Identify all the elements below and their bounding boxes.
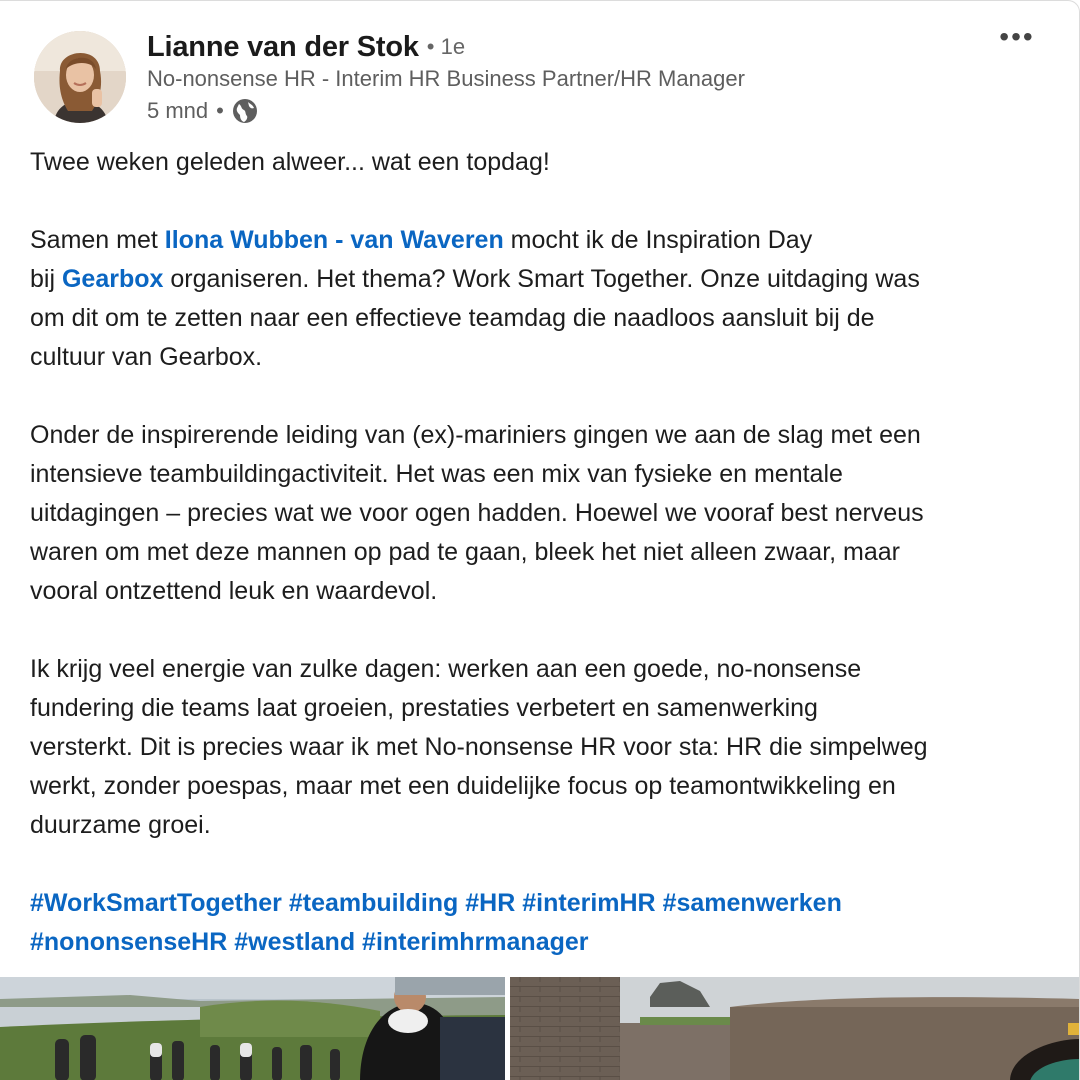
meta-separator: •: [216, 98, 224, 123]
post-photo-fortress[interactable]: [510, 977, 1080, 1080]
author-name[interactable]: Lianne van der Stok: [147, 30, 419, 63]
globe-icon: [232, 98, 258, 124]
hashtag-link[interactable]: #HR: [465, 889, 516, 917]
connection-degree: • 1e: [426, 34, 466, 59]
paragraph-line: Onder de inspirerende leiding van (ex)-mariniers gingen we aan de slag met een: [30, 421, 921, 449]
post-photo-teambuilding[interactable]: [0, 977, 505, 1080]
mention-link[interactable]: Ilona Wubben - van Waveren: [164, 226, 504, 254]
post-meta: [147, 96, 258, 126]
hashtag-line: [30, 923, 1050, 962]
paragraph-line: uitdagingen – precies wat we voor ogen hadden. Hoewel we vooraf best nerveus: [30, 499, 924, 527]
paragraph-line: Samen met Ilona Wubben - van Waveren mocht ik de Inspiration Day: [30, 226, 813, 254]
hashtag-link[interactable]: #interimhrmanager: [362, 928, 589, 956]
mention-link[interactable]: Gearbox: [61, 265, 164, 293]
hashtag-link[interactable]: #WorkSmartTogether: [30, 889, 282, 917]
paragraph-line: werkt, zonder poespas, maar met een duidelijke focus op teamontwikkeling en: [30, 772, 896, 800]
photo-image: [510, 977, 1080, 1080]
hashtag-link[interactable]: #nononsenseHR: [30, 928, 228, 956]
paragraph-line: om dit om te zetten naar een effectieve teamdag die naadloos aansluit bij de: [30, 304, 875, 332]
paragraph: Twee weken geleden alweer... wat een topdag!: [30, 148, 550, 176]
avatar-image: [34, 31, 126, 123]
hashtag-link[interactable]: #westland: [234, 928, 356, 956]
more-options-button[interactable]: •••: [999, 21, 1035, 52]
post-time: 5 mnd: [147, 98, 209, 123]
post-text: [30, 143, 1050, 962]
paragraph-line: intensieve teambuildingactiviteit. Het was een mix van fysieke en mentale: [30, 460, 843, 488]
author-row: [147, 29, 465, 65]
hashtag-link[interactable]: #samenwerken: [662, 889, 842, 917]
hashtag-link[interactable]: #teambuilding: [288, 889, 459, 917]
photo-image: [0, 977, 505, 1080]
hashtag-link[interactable]: #interimHR: [522, 889, 656, 917]
paragraph-line: fundering die teams laat groeien, prestaties verbetert en samenwerking: [30, 694, 818, 722]
paragraph-line: duurzame groei.: [30, 811, 211, 839]
hashtag-line: [30, 884, 1050, 923]
author-headline: No-nonsense HR - Interim HR Business Partner/HR Manager: [147, 66, 745, 91]
paragraph-line: versterkt. Dit is precies waar ik met No-nonsense HR voor sta: HR die simpelweg: [30, 733, 928, 761]
paragraph-line: cultuur van Gearbox.: [30, 343, 263, 371]
paragraph-line: waren om met deze mannen op pad te gaan, bleek het niet alleen zwaar, maar: [30, 538, 900, 566]
paragraph-line: bij Gearbox organiseren. Het thema? Work Smart Together. Onze uitdaging was: [30, 265, 920, 293]
paragraph-line: Ik krijg veel energie van zulke dagen: werken aan een goede, no-nonsense: [30, 655, 862, 683]
paragraph-line: vooral ontzettend leuk en waardevol.: [30, 577, 438, 605]
avatar[interactable]: [34, 31, 126, 123]
